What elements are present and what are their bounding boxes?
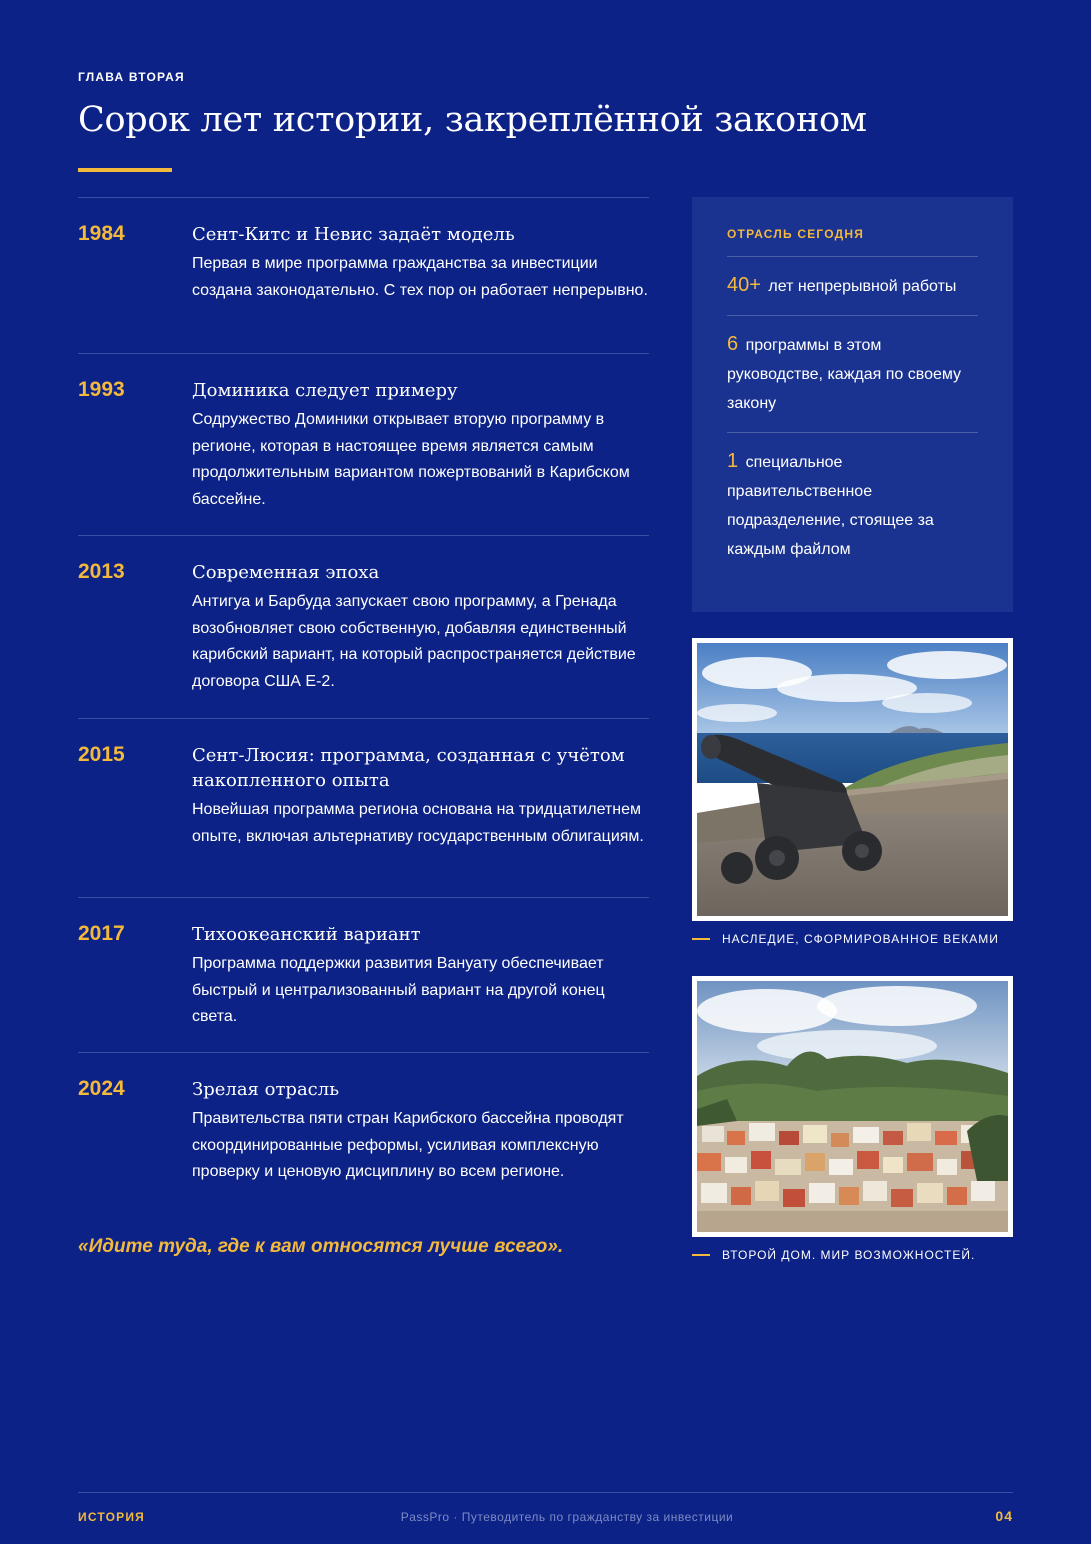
timeline-text: Правительства пяти стран Карибского бассейна проводят скоординированные реформы, усиливая комплексную проверку и ценовую дисциплину во всем регионе. <box>192 1110 624 1181</box>
timeline-heading: Тихоокеанский вариант <box>192 924 421 945</box>
timeline-heading: Зрелая отрасль <box>192 1079 339 1100</box>
chapter-eyebrow: ГЛАВА ВТОРАЯ <box>78 70 185 84</box>
timeline-text: Первая в мире программа гражданства за инвестиции создана законодательно. С тех пор он работает непрерывно. <box>192 255 648 299</box>
stat-text: лет непрерывной работы <box>768 278 957 295</box>
cannon-fortress-image <box>697 643 1008 916</box>
timeline-entry <box>78 1052 649 1202</box>
timeline-text: Программа поддержки развития Вануату обеспечивает быстрый и централизованный вариант на другой конец света. <box>192 955 605 1026</box>
photo-cannon <box>692 638 1013 921</box>
stats-panel <box>692 197 1013 612</box>
stat-text: программы в этом руководстве, каждая по своему закону <box>727 337 962 412</box>
timeline-entry <box>78 353 649 535</box>
timeline-year: 2015 <box>78 743 125 766</box>
caption-text: ВТОРОЙ ДОМ. МИР ВОЗМОЖНОСТЕЙ. <box>722 1248 976 1262</box>
hillside-town-image <box>697 981 1008 1232</box>
stats-label: ОТРАСЛЬ СЕГОДНЯ <box>727 227 978 257</box>
timeline-heading: Доминика следует примеру <box>192 380 458 401</box>
timeline-text: Новейшая программа региона основана на тридцатилетнем опыте, включая альтернативу государственным облигациям. <box>192 801 644 845</box>
timeline-year: 2017 <box>78 922 125 945</box>
footer-divider <box>78 1492 1013 1493</box>
title-underline <box>78 168 172 172</box>
photo-town <box>692 976 1013 1237</box>
caption-text: НАСЛЕДИЕ, СФОРМИРОВАННОЕ ВЕКАМИ <box>722 932 999 946</box>
timeline-year: 2013 <box>78 560 125 583</box>
timeline-heading: Сент-Люсия: программа, созданная с учётом накопленного опыта <box>192 745 625 791</box>
footer-publication: PassPro · Путеводитель по гражданству за инвестиции <box>400 1510 734 1524</box>
timeline-text: Антигуа и Барбуда запускает свою программу, а Гренада возобновляет свою собственную, добавляя единственный карибский вариант, на который распространяется действие договора США E-2. <box>192 593 636 690</box>
timeline-year: 1993 <box>78 378 125 401</box>
stat-item <box>727 433 978 578</box>
timeline-year: 1984 <box>78 222 125 245</box>
stat-item <box>727 316 978 433</box>
page-title: Сорок лет истории, закреплённой законом <box>78 100 867 140</box>
stat-number: 40+ <box>727 274 761 296</box>
timeline-entry <box>78 197 649 353</box>
stat-text: специальное правительственное подразделение, стоящее за каждым файлом <box>727 454 934 558</box>
page-number: 04 <box>995 1508 1013 1524</box>
timeline-heading: Современная эпоха <box>192 562 380 583</box>
photo-caption <box>692 1248 975 1262</box>
timeline <box>78 197 649 1202</box>
caption-dash <box>692 1254 710 1256</box>
photo-caption <box>692 932 999 946</box>
timeline-text: Содружество Доминики открывает вторую программу в регионе, которая в настоящее время является самым продолжительным вариантом пожертвований в Карибском бассейне. <box>192 411 630 508</box>
stat-item <box>727 257 978 316</box>
caption-dash <box>692 938 710 940</box>
footer-section: ИСТОРИЯ <box>78 1510 146 1524</box>
stat-number: 6 <box>727 333 739 355</box>
pull-quote: «Идите туда, где к вам относятся лучше всего». <box>78 1236 564 1257</box>
timeline-entry <box>78 535 649 718</box>
timeline-entry <box>78 897 649 1052</box>
timeline-heading: Сент-Китс и Невис задаёт модель <box>192 224 515 245</box>
timeline-entry <box>78 718 649 897</box>
stat-number: 1 <box>727 450 739 472</box>
timeline-year: 2024 <box>78 1077 125 1100</box>
